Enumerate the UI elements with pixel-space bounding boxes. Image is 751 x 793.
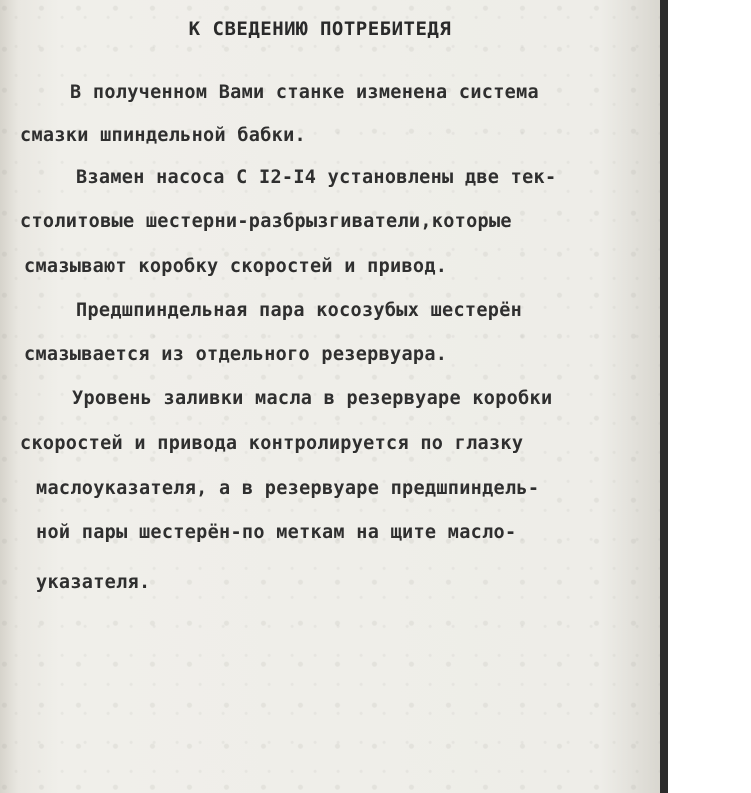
text-line: скоростей и привода контролируется по глазку [20, 433, 524, 454]
text-line: В полученном Вами станке изменена система [70, 82, 539, 103]
text-line: смазывается из отдельного резервуара. [24, 344, 448, 365]
text-line: столитовые шестерни-разбрызгиватели,которые [20, 211, 512, 232]
text-line: смазки шпиндельной бабки. [20, 125, 306, 146]
text-line: указателя. [36, 572, 151, 593]
text-line: ной пары шестерён-по меткам на щите масло- [36, 522, 517, 543]
page-title: К СВЕДЕНИЮ ПОТРЕБИТЕДЯ [188, 18, 452, 40]
text-line: Взамен насоса С I2-I4 установлены две тек- [76, 167, 557, 188]
text-line: Предшпиндельная пара косозубых шестерён [76, 300, 523, 321]
page-edge [660, 0, 668, 793]
text-line: смазывают коробку скоростей и привод. [24, 256, 448, 277]
text-line: маслоуказателя, а в резервуаре предшпиндель- [36, 478, 540, 499]
text-line: Уровень заливки масла в резервуаре коробки [72, 388, 553, 409]
